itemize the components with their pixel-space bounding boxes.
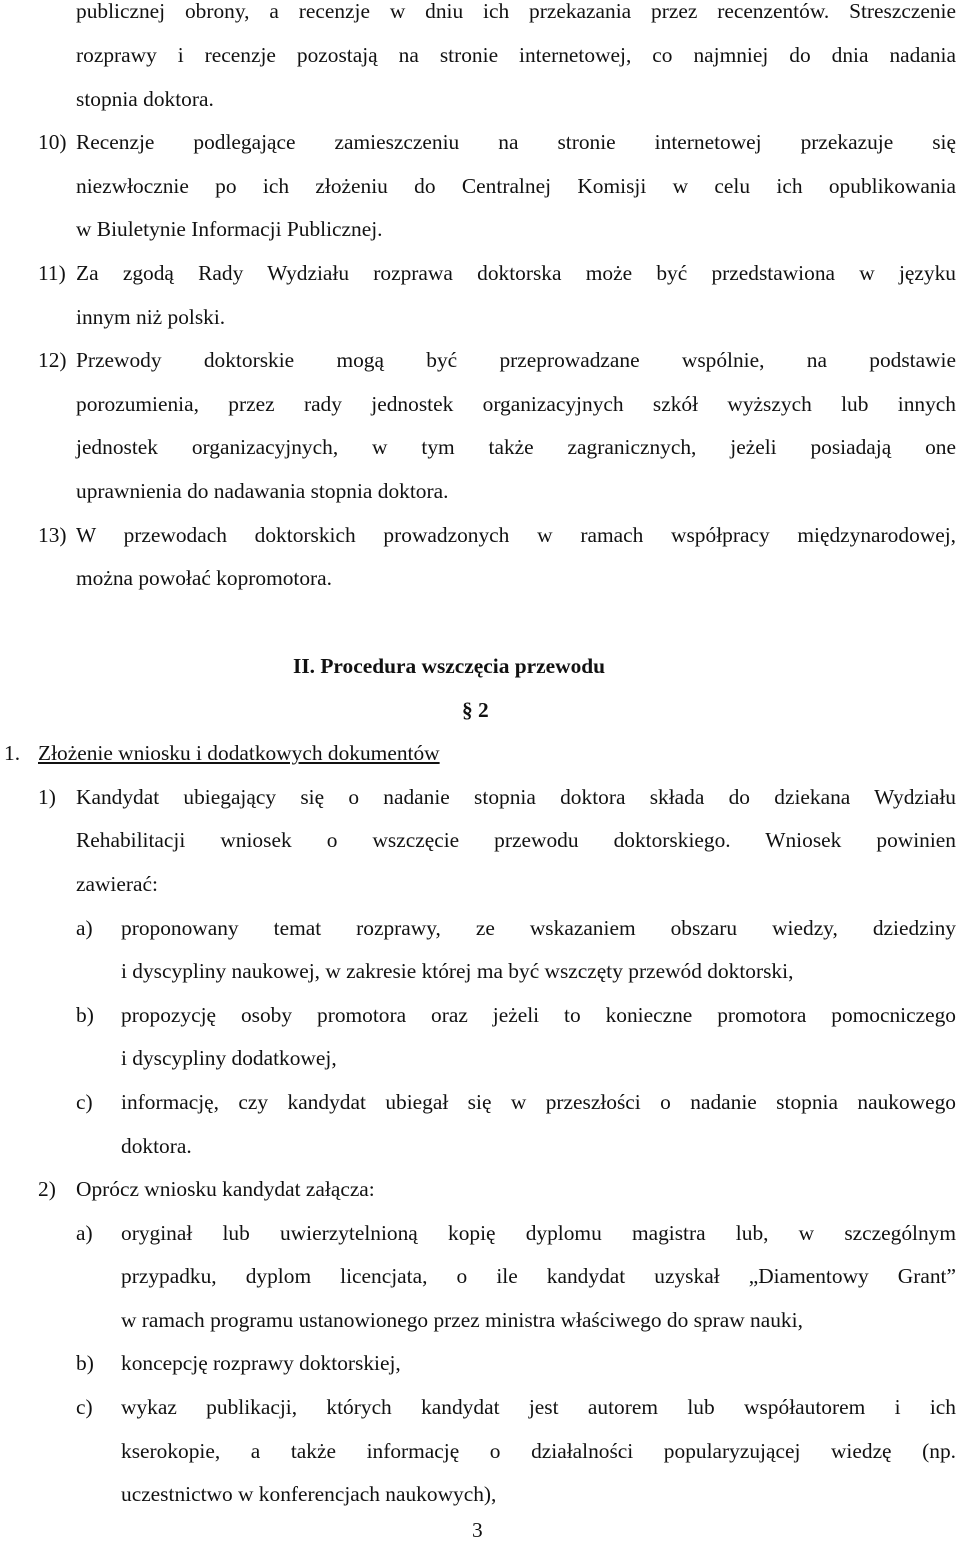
text-line: uprawnienia do nadawania stopnia doktora. — [76, 479, 449, 503]
list-letter: c) — [76, 1395, 93, 1419]
text-line: rozprawy i recenzje pozostają na stronie internetowej, co najmniej do dnia nadania — [76, 43, 956, 67]
text-line: jednostek organizacyjnych, w tym także zagranicznych, jeżeli posiadają one — [76, 435, 956, 459]
list-letter: c) — [76, 1090, 93, 1114]
item-number: 13) — [38, 523, 67, 547]
page-number: 3 — [472, 1518, 483, 1542]
text-line: niezwłocznie po ich złożeniu do Centralnej Komisji w celu ich opublikowania — [76, 174, 956, 198]
text-line: przypadku, dyplom licencjata, o ile kandydat uzyskał „Diamentowy Grant” — [121, 1264, 956, 1288]
item-number: 10) — [38, 130, 67, 154]
text-line: propozycję osoby promotora oraz jeżeli to konieczne promotora pomocniczego — [121, 1003, 956, 1027]
list-letter: b) — [76, 1351, 94, 1375]
text-line: uczestnictwo w konferencjach naukowych), — [121, 1482, 497, 1506]
text-line: informację, czy kandydat ubiegał się w przeszłości o nadanie stopnia naukowego — [121, 1090, 956, 1114]
text-line: porozumienia, przez rady jednostek organizacyjnych szkół wyższych lub innych — [76, 392, 956, 416]
list-letter: a) — [76, 916, 93, 940]
item-number: 11) — [38, 261, 66, 285]
sub-number: 1) — [38, 785, 56, 809]
text-line: Za zgodą Rady Wydziału rozprawa doktorska może być przedstawiona w języku — [76, 261, 956, 285]
paragraph-mark: § 2 — [462, 698, 489, 722]
item-number: 12) — [38, 348, 67, 372]
text-line: można powołać kopromotora. — [76, 566, 333, 590]
text-line: w ramach programu ustanowionego przez ministra właściwego do spraw nauki, — [121, 1308, 803, 1332]
point-title: Złożenie wniosku i dodatkowych dokumentów — [38, 741, 440, 765]
text-line: koncepcję rozprawy doktorskiej, — [121, 1351, 401, 1375]
text-line: wykaz publikacji, których kandydat jest autorem lub współautorem i ich — [121, 1395, 956, 1419]
text-line: kserokopie, a także informację o działalności popularyzującej wiedzę (np. — [121, 1439, 956, 1463]
text-line: Rehabilitacji wniosek o wszczęcie przewodu doktorskiego. Wniosek powinien — [76, 828, 956, 852]
list-letter: b) — [76, 1003, 94, 1027]
text-line: innym niż polski. — [76, 305, 226, 329]
text-line: doktora. — [121, 1134, 192, 1158]
text-line: Przewody doktorskie mogą być przeprowadzane wspólnie, na podstawie — [76, 348, 956, 372]
text-line: stopnia doktora. — [76, 87, 214, 111]
list-letter: a) — [76, 1221, 93, 1245]
point-number: 1. — [4, 741, 21, 765]
text-line: Oprócz wniosku kandydat załącza: — [76, 1177, 375, 1201]
text-line: i dyscypliny naukowej, w zakresie której ma być wszczęty przewód doktorski, — [121, 959, 794, 983]
text-line: oryginał lub uwierzytelnioną kopię dyplomu magistra lub, w szczególnym — [121, 1221, 956, 1245]
text-line: proponowany temat rozprawy, ze wskazaniem obszaru wiedzy, dziedziny — [121, 916, 956, 940]
sub-number: 2) — [38, 1177, 56, 1201]
text-line: Recenzje podlegające zamieszczeniu na stronie internetowej przekazuje się — [76, 130, 956, 154]
text-line: Kandydat ubiegający się o nadanie stopnia doktora składa do dziekana Wydziału — [76, 785, 956, 809]
text-line: zawierać: — [76, 872, 158, 896]
section-title: II. Procedura wszczęcia przewodu — [293, 654, 606, 678]
text-line: i dyscypliny dodatkowej, — [121, 1046, 337, 1070]
text-line: W przewodach doktorskich prowadzonych w ramach współpracy międzynarodowej, — [76, 523, 956, 547]
text-line: w Biuletynie Informacji Publicznej. — [76, 217, 383, 241]
text-line: publicznej obrony, a recenzje w dniu ich przekazania przez recenzentów. Streszczenie — [76, 0, 956, 23]
